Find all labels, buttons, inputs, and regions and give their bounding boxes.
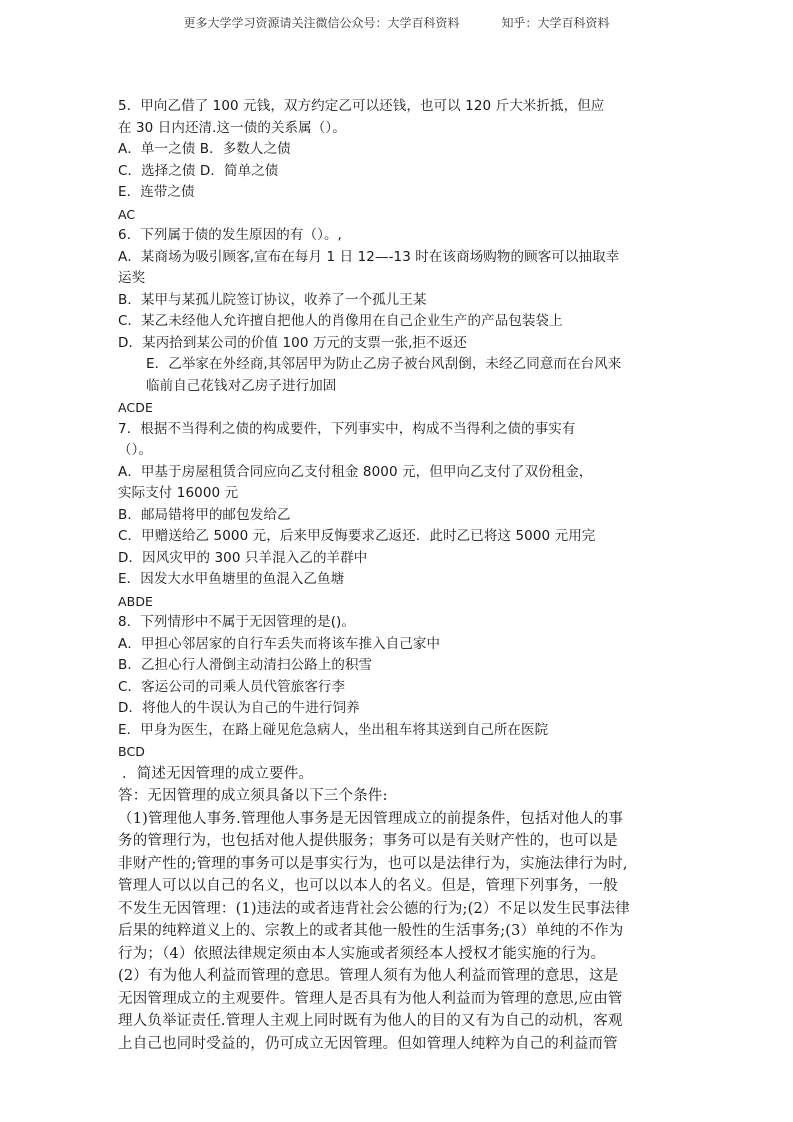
q7-option-e: E．因发大水甲鱼塘里的鱼混入乙鱼塘 <box>118 571 345 587</box>
q8-stem: 8．下列情形中不属于无因管理的是()。 <box>118 614 356 630</box>
header-zhihu-note: 知乎：大学百科资料 <box>501 16 610 30</box>
q8-answer: BCD <box>118 744 146 759</box>
document-body <box>118 96 678 1055</box>
essay-paragraph-line: 管理人可以以自己的名义，也可以以本人的名义。但是，管理下列事务，一般 <box>118 878 618 894</box>
essay-paragraph-line: 无因管理成立的主观要件。管理人是否具有为他人利益而为管理的意思,应由管 <box>118 990 623 1007</box>
essay-paragraph-line: 理人负举证责任.管理人主观上同时既有为他人的目的又有为自己的动机，客观 <box>118 1013 623 1029</box>
q7-stem-line-2: （）。 <box>118 442 153 458</box>
q5-stem-line-1: 5．甲向乙借了 100 元钱，双方约定乙可以还钱，也可以 120 斤大米折抵，但应 <box>118 98 605 114</box>
q5-option-e: E．连带之债 <box>118 184 195 200</box>
essay-paragraph-line: 上自己也同时受益的，仍可成立无因管理。但如管理人纯粹为自己的利益而管 <box>118 1035 618 1052</box>
q5-options-cd: C．选择之债 D．简单之债 <box>118 162 279 179</box>
q8-option-c: C．客运公司的司乘人员代管旅客行李 <box>118 678 346 695</box>
q7-option-a-line-1: A．甲基于房屋租赁合同应向乙支付租金 8000 元，但甲向乙支付了双份租金， <box>118 463 593 480</box>
q6-option-c: C．某乙未经他人允许擅自把他人的肖像用在自己企业生产的产品包装袋上 <box>118 313 563 329</box>
essay-paragraph-line: 务的管理行为，也包括对他人提供服务；事务可以是有关财产性的，也可以是 <box>118 833 618 849</box>
q6-option-e-line-2: 临前自己花钱对乙房子进行加固 <box>146 377 337 394</box>
essay-answer-intro: 答：无因管理的成立须具备以下三个条件: <box>118 788 388 804</box>
q5-stem-line-2: 在 30 日内还清.这一债的关系属（）。 <box>118 119 346 136</box>
essay-question-title: ．简述无因管理的成立要件。 <box>122 765 314 782</box>
q6-option-d: D．某丙拾到某公司的价值 100 万元的支票一张,拒不返还 <box>118 334 467 351</box>
q7-option-b: B．邮局错将甲的邮包发给乙 <box>118 506 291 523</box>
q6-option-e-line-1: E．乙举家在外经商,其邻居甲为防止乙房子被台风刮倒，未经乙同意而在台风来 <box>146 356 622 372</box>
essay-paragraph-line: (2）有为他人利益而管理的意思。管理人须有为他人利益而管理的意思，这是 <box>118 968 619 984</box>
q7-option-d: D．因风灾甲的 300 只羊混入乙的羊群中 <box>118 549 368 566</box>
q7-option-c: C．甲赠送给乙 5000 元，后来甲反悔要求乙返还．此时乙已将这 5000 元用完 <box>118 528 596 544</box>
q8-option-d: D．将他人的牛误认为自己的牛进行饲养 <box>118 700 360 716</box>
q7-stem-line-1: 7．根据不当得利之债的构成要件，下列事实中，构成不当得利之债的事实有 <box>118 420 576 437</box>
q5-options-ab: A．单一之债 B．多数人之债 <box>118 141 291 157</box>
q8-option-a: A．甲担心邻居家的自行车丢失而将该车推入自己家中 <box>118 635 441 652</box>
q7-option-a-line-2: 实际支付 16000 元 <box>118 485 239 501</box>
essay-paragraph-line: 非财产性的;管理的事务可以是事实行为，也可以是法律行为，实施法律行为时, <box>118 855 628 872</box>
q6-answer: ACDE <box>118 400 153 415</box>
q5-answer: AC <box>118 206 136 222</box>
q6-option-a-line-2: 运奖 <box>118 270 146 286</box>
essay-paragraph-line: 行为；（4）依照法律规定须由本人实施或者须经本人授权才能实施的行为。 <box>118 945 606 962</box>
essay-paragraph-line: （1)管理他人事务.管理他人事务是无因管理成立的前提条件，包括对他人的事 <box>118 810 624 827</box>
q6-option-b: B．某甲与某孤儿院签订协议，收养了一个孤儿王某 <box>118 291 427 308</box>
q8-option-b: B．乙担心行人滑倒主动清扫公路上的积雪 <box>118 657 373 673</box>
header-wechat-note: 更多大学学习资源请关注微信公众号：大学百科资料 <box>183 16 460 30</box>
essay-paragraph-line: 不发生无因管理：(1)违法的或者违背社会公德的行为;(2）不足以发生民事法律 <box>118 900 630 917</box>
q6-option-a-line-1: A．某商场为吸引顾客,宣布在每月 1 日 12—-13 时在该商场购物的顾客可以抽取幸 <box>118 248 620 265</box>
q6-stem: 6．下列属于债的发生原因的有（）。, <box>118 227 342 243</box>
q7-answer: ABDE <box>118 593 154 609</box>
essay-question-section <box>118 763 678 1056</box>
essay-paragraph-line: 后果的纯粹道义上的、宗教上的或者其他一般性的生活事务;(3）单纯的不作为 <box>118 923 624 939</box>
q8-option-e: E．甲身为医生，在路上碰见危急病人，坐出租车将其送到自己所在医院 <box>118 721 549 738</box>
page-header <box>0 14 793 31</box>
